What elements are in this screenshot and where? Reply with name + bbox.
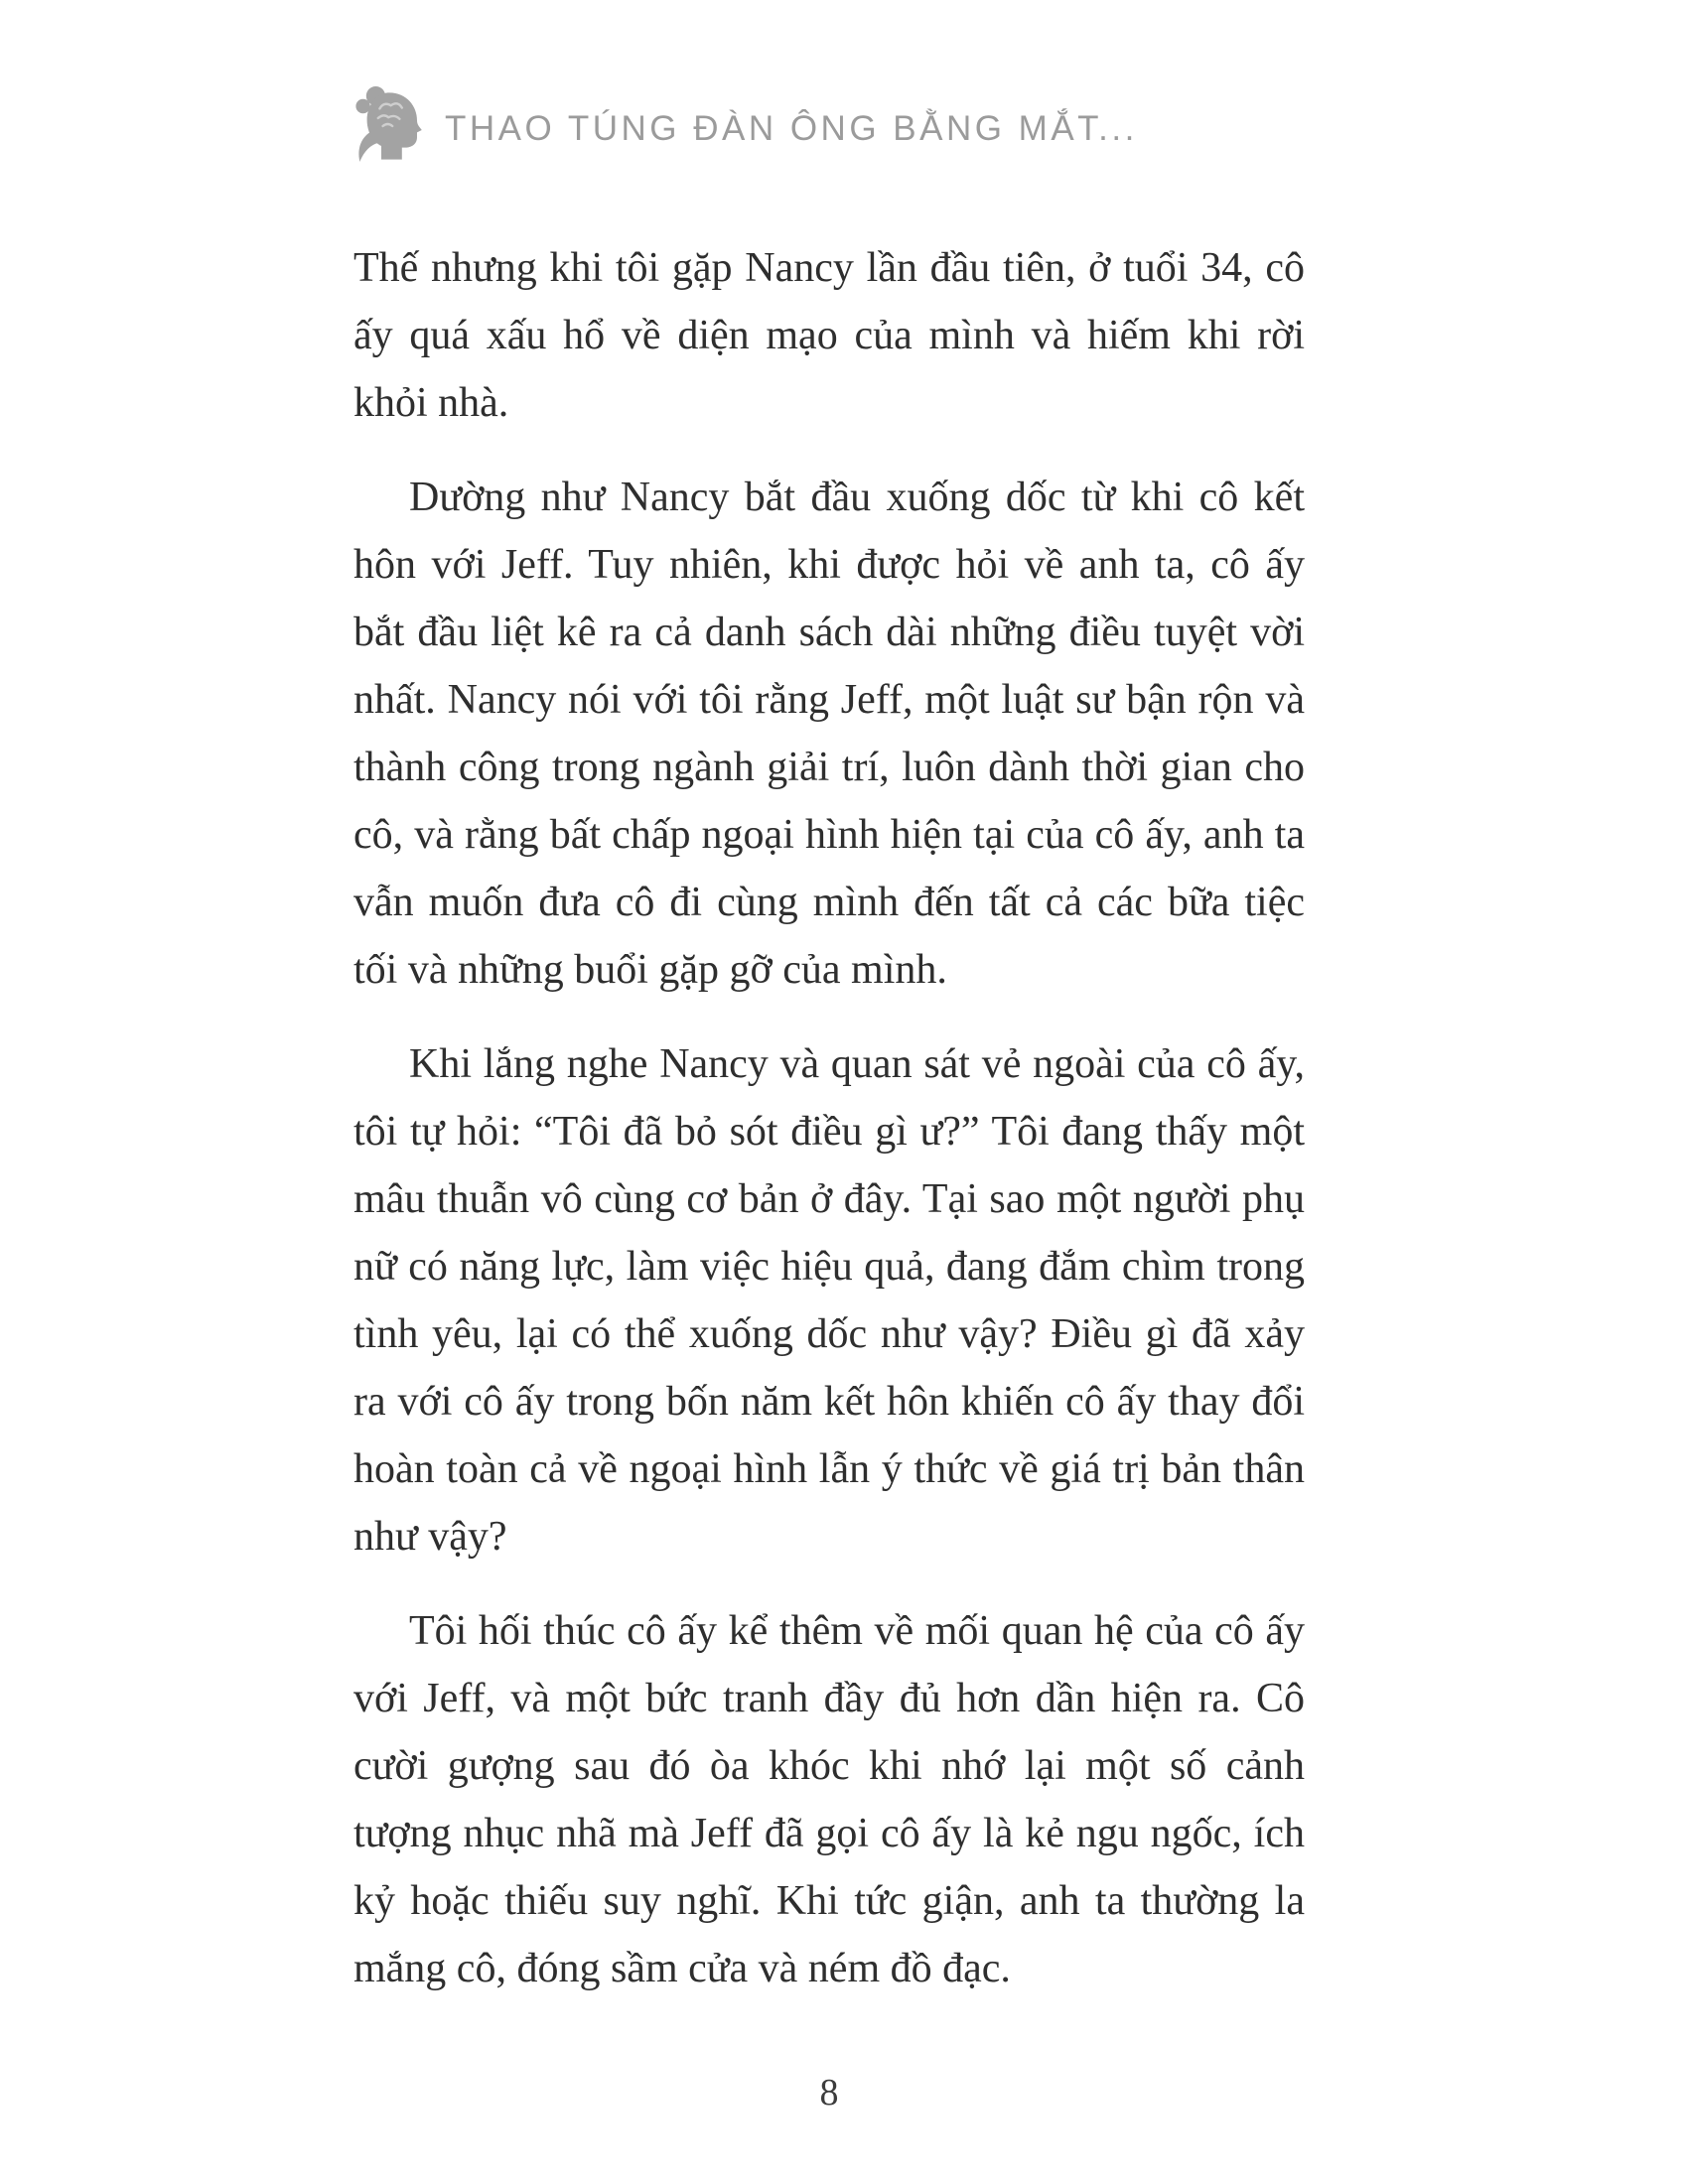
body-paragraph: Dường như Nancy bắt đầu xuống dốc từ khi cô kết hôn với Jeff. Tuy nhiên, khi được hỏi về anh ta, cô ấy bắt đầu liệt kê ra cả danh sách dài những điều tuyệt vời nhất. Nancy nói với tôi rằng Jeff, một luật sư bận rộn và thành công trong ngành giải trí, luôn dành thời gian cho cô, và rằng bất chấp ngoại hình hiện tại của cô ấy, anh ta vẫn muốn đưa cô đi cùng mình đến tất cả các bữa tiệc tối và những buổi gặp gỡ của mình. — [353, 475, 1305, 993]
woman-head-icon — [350, 83, 429, 169]
page-number: 8 — [819, 2072, 839, 2114]
page-header — [350, 83, 1138, 169]
body-text — [353, 234, 1305, 2029]
running-head-title: THAO TÚNG ĐÀN ÔNG BẰNG MẮT... — [445, 109, 1138, 148]
body-paragraph: Thế nhưng khi tôi gặp Nancy lần đầu tiên, ở tuổi 34, cô ấy quá xấu hổ về diện mạo của mình và hiếm khi rời khỏi nhà. — [353, 245, 1305, 426]
body-paragraph: Khi lắng nghe Nancy và quan sát vẻ ngoài của cô ấy, tôi tự hỏi: “Tôi đã bỏ sót điều gì ư?” Tôi đang thấy một mâu thuẫn vô cùng cơ bản ở đây. Tại sao một người phụ nữ có năng lực, làm việc hiệu quả, đang đắm chìm trong tình yêu, lại có thể xuống dốc như vậy? Điều gì đã xảy ra với cô ấy trong bốn năm kết hôn khiến cô ấy thay đổi hoàn toàn cả về ngoại hình lẫn ý thức về giá trị bản thân như vậy? — [353, 1041, 1305, 1560]
body-paragraph: Tôi hối thúc cô ấy kể thêm về mối quan hệ của cô ấy với Jeff, và một bức tranh đầy đủ hơn dần hiện ra. Cô cười gượng sau đó òa khóc khi nhớ lại một số cảnh tượng nhục nhã mà Jeff đã gọi cô ấy là kẻ ngu ngốc, ích kỷ hoặc thiếu suy nghĩ. Khi tức giận, anh ta thường la mắng cô, đóng sầm cửa và ném đồ đạc. — [353, 1608, 1305, 1991]
